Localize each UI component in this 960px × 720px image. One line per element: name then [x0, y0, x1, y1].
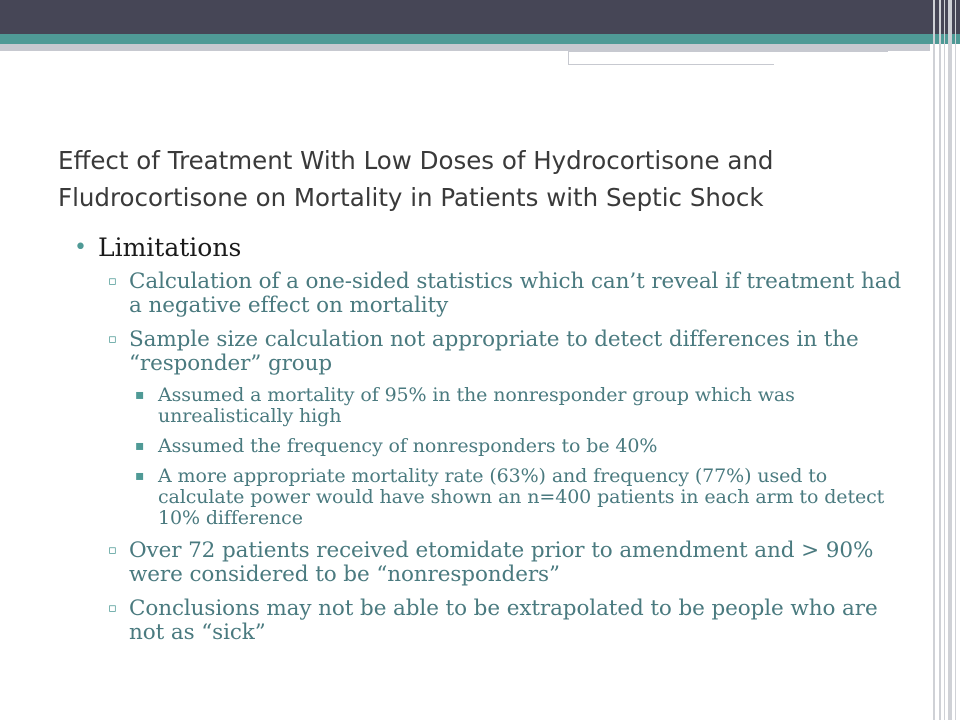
bullet-text: Calculation of a one-sided statistics which can’t reveal if treatment had a negative effect on mortality: [129, 269, 902, 318]
small-bullet-icon: ▪: [135, 438, 145, 454]
square-bullet-icon: ▫: [108, 543, 117, 558]
accent-bar: [0, 34, 960, 44]
bullet-level-3: [74, 466, 904, 529]
bullet-text: Assumed the frequency of nonresponders to be 40%: [158, 435, 658, 457]
bullet-level-2: [74, 328, 904, 376]
bullet-level-3: [74, 385, 904, 427]
decor-bar: [0, 44, 930, 51]
bullet-icon: •: [74, 235, 87, 260]
bullet-level-2: [74, 539, 904, 587]
decor-line: [568, 51, 888, 52]
decor-line: [568, 51, 569, 65]
square-bullet-icon: ▫: [108, 601, 117, 616]
bullet-text: Sample size calculation not appropriate to detect differences in the “responder” group: [129, 327, 859, 376]
small-bullet-icon: ▪: [135, 468, 145, 484]
heading: Limitations: [98, 233, 242, 262]
square-bullet-icon: ▫: [108, 332, 117, 347]
slide-title: [58, 142, 918, 216]
decor-line: [568, 64, 774, 65]
slide-body: [74, 230, 904, 645]
title-line: Effect of Treatment With Low Doses of Hydrocortisone and: [58, 146, 774, 175]
small-bullet-icon: ▪: [135, 387, 145, 403]
bullet-text: Assumed a mortality of 95% in the nonresponder group which was unrealistically high: [158, 384, 795, 427]
header-bar: [0, 0, 960, 34]
bullet-text: Conclusions may not be able to be extrapolated to be people who are not as “sick”: [129, 596, 878, 645]
title-line: Fludrocortisone on Mortality in Patients with Septic Shock: [58, 183, 764, 212]
bullet-text: Over 72 patients received etomidate prior to amendment and > 90% were considered to be “nonresponders”: [129, 538, 874, 587]
square-bullet-icon: ▫: [108, 274, 117, 289]
right-decor-stripes: [930, 0, 960, 720]
bullet-text: A more appropriate mortality rate (63%) and frequency (77%) used to calculate power would have shown an n=400 patients in each arm to detect 10% difference: [158, 465, 885, 529]
bullet-level-1: [74, 230, 904, 266]
bullet-level-2: [74, 270, 904, 318]
bullet-level-2: [74, 597, 904, 645]
bullet-level-3: [74, 436, 904, 457]
